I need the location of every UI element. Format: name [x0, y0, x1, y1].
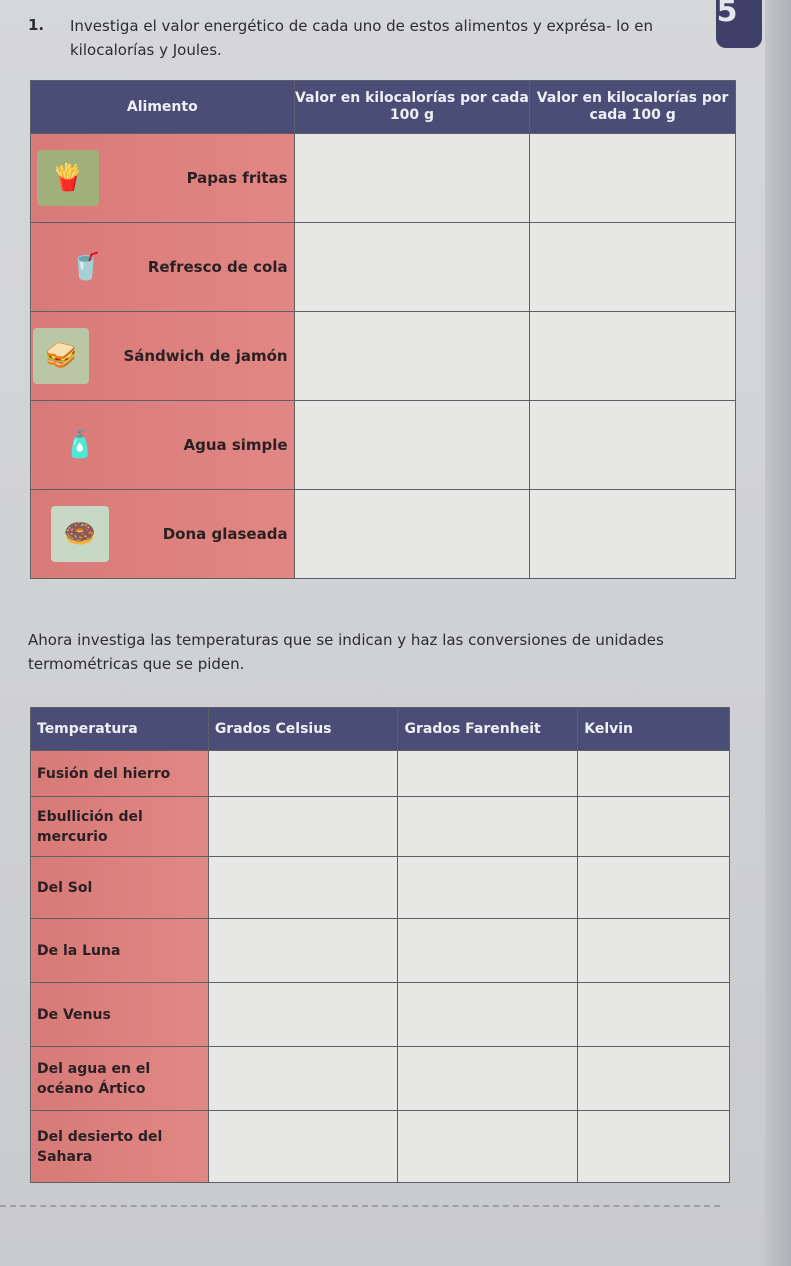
- temp-label: Ebullición del mercurio: [31, 797, 209, 857]
- table-row: [31, 857, 730, 919]
- fries-bag-icon: 🍟: [37, 150, 99, 206]
- temp-label: De la Luna: [31, 919, 209, 983]
- table-row: [31, 401, 736, 490]
- question-text: Investiga el valor energético de cada uno de estos alimentos y exprésa- lo en kilocalorías y Joules.: [70, 17, 653, 59]
- answer-cell[interactable]: [578, 1111, 730, 1183]
- food-energy-table: [30, 80, 736, 579]
- header-kelvin: Kelvin: [578, 708, 730, 751]
- answer-cell[interactable]: [578, 857, 730, 919]
- answer-cell[interactable]: [530, 223, 736, 312]
- table-row: [31, 1047, 730, 1111]
- cut-line: [0, 1205, 720, 1207]
- temp-label: Del agua en el océano Ártico: [31, 1047, 209, 1111]
- food-cell-fries: 🍟 Papas fritas: [31, 134, 295, 223]
- food-cell-donut: 🍩 Dona glaseada: [31, 490, 295, 579]
- header-fahrenheit: Grados Farenheit: [398, 708, 578, 751]
- donut-icon: 🍩: [51, 506, 109, 562]
- table-row: [31, 751, 730, 797]
- answer-cell[interactable]: [398, 751, 578, 797]
- answer-cell[interactable]: [398, 1047, 578, 1111]
- temp-table-header: [31, 708, 730, 751]
- table-row: [31, 134, 736, 223]
- food-cell-water: 🧴 Agua simple: [31, 401, 295, 490]
- answer-cell[interactable]: [208, 1111, 398, 1183]
- answer-cell[interactable]: [208, 751, 398, 797]
- temperature-table: [30, 707, 730, 1183]
- answer-cell[interactable]: [208, 1047, 398, 1111]
- food-table-header: [31, 81, 736, 134]
- header-kcal-2: Valor en kilocalorías por cada 100 g: [530, 81, 736, 134]
- table-row: [31, 312, 736, 401]
- answer-cell[interactable]: [398, 1111, 578, 1183]
- table-row: [31, 223, 736, 312]
- food-cell-sandwich: 🥪 Sándwich de jamón: [31, 312, 295, 401]
- header-kcal-1: Valor en kilocalorías por cada 100 g: [294, 81, 530, 134]
- table-row: [31, 490, 736, 579]
- soda-bottle-icon: 🥤: [69, 252, 103, 282]
- answer-cell[interactable]: [398, 919, 578, 983]
- answer-cell[interactable]: [530, 312, 736, 401]
- answer-cell[interactable]: [578, 797, 730, 857]
- answer-cell[interactable]: [398, 797, 578, 857]
- answer-cell[interactable]: [578, 751, 730, 797]
- table-row: [31, 919, 730, 983]
- answer-cell[interactable]: [294, 401, 530, 490]
- answer-cell[interactable]: [578, 983, 730, 1047]
- temperature-instructions: Ahora investiga las temperaturas que se indican y haz las conversiones de unidades termométricas que se piden.: [28, 631, 664, 673]
- temp-label: Del desierto del Sahara: [31, 1111, 209, 1183]
- question-number: 1.: [28, 16, 45, 34]
- table-row: [31, 983, 730, 1047]
- answer-cell[interactable]: [578, 1047, 730, 1111]
- answer-cell[interactable]: [398, 983, 578, 1047]
- answer-cell[interactable]: [578, 919, 730, 983]
- table-row: [31, 797, 730, 857]
- answer-cell[interactable]: [398, 857, 578, 919]
- answer-cell[interactable]: [294, 134, 530, 223]
- answer-cell[interactable]: [530, 401, 736, 490]
- header-food: Alimento: [31, 81, 295, 134]
- header-celsius: Grados Celsius: [208, 708, 398, 751]
- page-number: 5: [716, 0, 738, 29]
- page-edge: [765, 0, 791, 1266]
- temp-label: Fusión del hierro: [31, 751, 209, 797]
- answer-cell[interactable]: [208, 919, 398, 983]
- temp-label: Del Sol: [31, 857, 209, 919]
- answer-cell[interactable]: [530, 490, 736, 579]
- answer-cell[interactable]: [294, 490, 530, 579]
- answer-cell[interactable]: [208, 857, 398, 919]
- water-bottle-icon: 🧴: [63, 430, 97, 460]
- answer-cell[interactable]: [530, 134, 736, 223]
- sandwich-icon: 🥪: [33, 328, 89, 384]
- answer-cell[interactable]: [294, 223, 530, 312]
- answer-cell[interactable]: [208, 797, 398, 857]
- temp-label: De Venus: [31, 983, 209, 1047]
- food-cell-cola: 🥤 Refresco de cola: [31, 223, 295, 312]
- table-row: [31, 1111, 730, 1183]
- answer-cell[interactable]: [294, 312, 530, 401]
- answer-cell[interactable]: [208, 983, 398, 1047]
- header-temperature: Temperatura: [31, 708, 209, 751]
